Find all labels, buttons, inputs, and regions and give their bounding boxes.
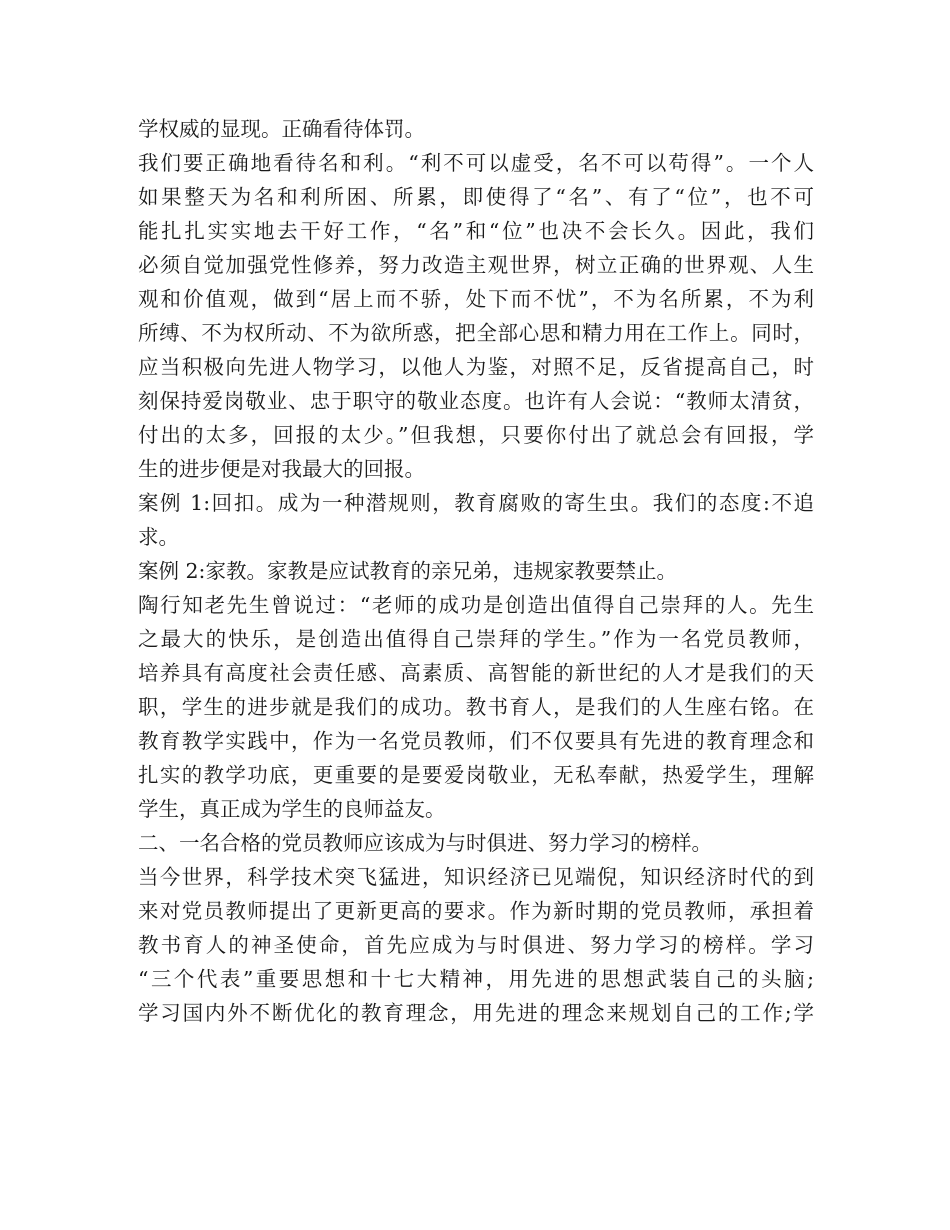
text-line: 我们要正确地看待名和利。“利不可以虚受，名不可以苟得”。一个人 (138, 151, 814, 175)
text-line: 刻保持爱岗敬业、忠于职守的敬业态度。也许有人会说：“教师太清贫， (138, 389, 814, 413)
text-line: 必须自觉加强党性修养，努力改造主观世界，树立正确的世界观、人生 (138, 253, 814, 277)
text-line: 教书育人的神圣使命，首先应成为与时俱进、努力学习的榜样。学习 (138, 933, 814, 957)
text-line: 求。 (138, 525, 179, 549)
text-line: 之最大的快乐，是创造出值得自己崇拜的学生。”作为一名党员教师， (138, 627, 814, 651)
text-line: 付出的太多，回报的太少。”但我想，只要你付出了就总会有回报，学 (138, 423, 814, 447)
text-line: 教育教学实践中，作为一名党员教师，们不仅要具有先进的教育理念和 (138, 729, 814, 753)
text-line: 能扎扎实实地去干好工作，“名”和“位”也决不会长久。因此，我们 (138, 219, 814, 243)
text-line: 所缚、不为权所动、不为欲所惑，把全部心思和精力用在工作上。同时， (138, 321, 814, 345)
text-line: 培养具有高度社会责任感、高素质、高智能的新世纪的人才是我们的天 (138, 661, 814, 685)
text-line: 扎实的教学功底，更重要的是要爱岗敬业，无私奉献，热爱学生，理解 (138, 763, 814, 787)
text-line: 生的进步便是对我最大的回报。 (138, 457, 425, 481)
text-line: 学生，真正成为学生的良师益友。 (138, 797, 446, 821)
text-line: “三个代表”重要思想和十七大精神，用先进的思想武装自己的头脑; (138, 967, 814, 991)
text-line: 陶行知老先生曾说过：“老师的成功是创造出值得自己崇拜的人。先生 (138, 593, 814, 617)
text-line: 案例 1:回扣。成为一种潜规则，教育腐败的寄生虫。我们的态度:不追 (138, 491, 814, 515)
text-line: 观和价值观，做到“居上而不骄，处下而不忧”，不为名所累，不为利 (138, 287, 814, 311)
text-line: 学习国内外不断优化的教育理念，用先进的理念来规划自己的工作;学 (138, 1001, 814, 1025)
text-line: 应当积极向先进人物学习，以他人为鉴，对照不足，反省提高自己，时 (138, 355, 814, 379)
text-line: 来对党员教师提出了更新更高的要求。作为新时期的党员教师，承担着 (138, 899, 814, 923)
body-text (138, 112, 814, 1030)
text-line: 职，学生的进步就是我们的成功。教书育人，是我们的人生座右铭。在 (138, 695, 814, 719)
text-line: 当今世界，科学技术突飞猛进，知识经济已见端倪，知识经济时代的到 (138, 865, 814, 889)
text-line: 二、一名合格的党员教师应该成为与时俱进、努力学习的榜样。 (138, 831, 712, 855)
text-line: 案例 2:家教。家教是应试教育的亲兄弟，违规家教要禁止。 (138, 559, 677, 583)
text-line: 学权威的显现。正确看待体罚。 (138, 117, 425, 141)
text-line: 如果整天为名和利所困、所累，即使得了“名”、有了“位”，也不可 (138, 185, 814, 209)
